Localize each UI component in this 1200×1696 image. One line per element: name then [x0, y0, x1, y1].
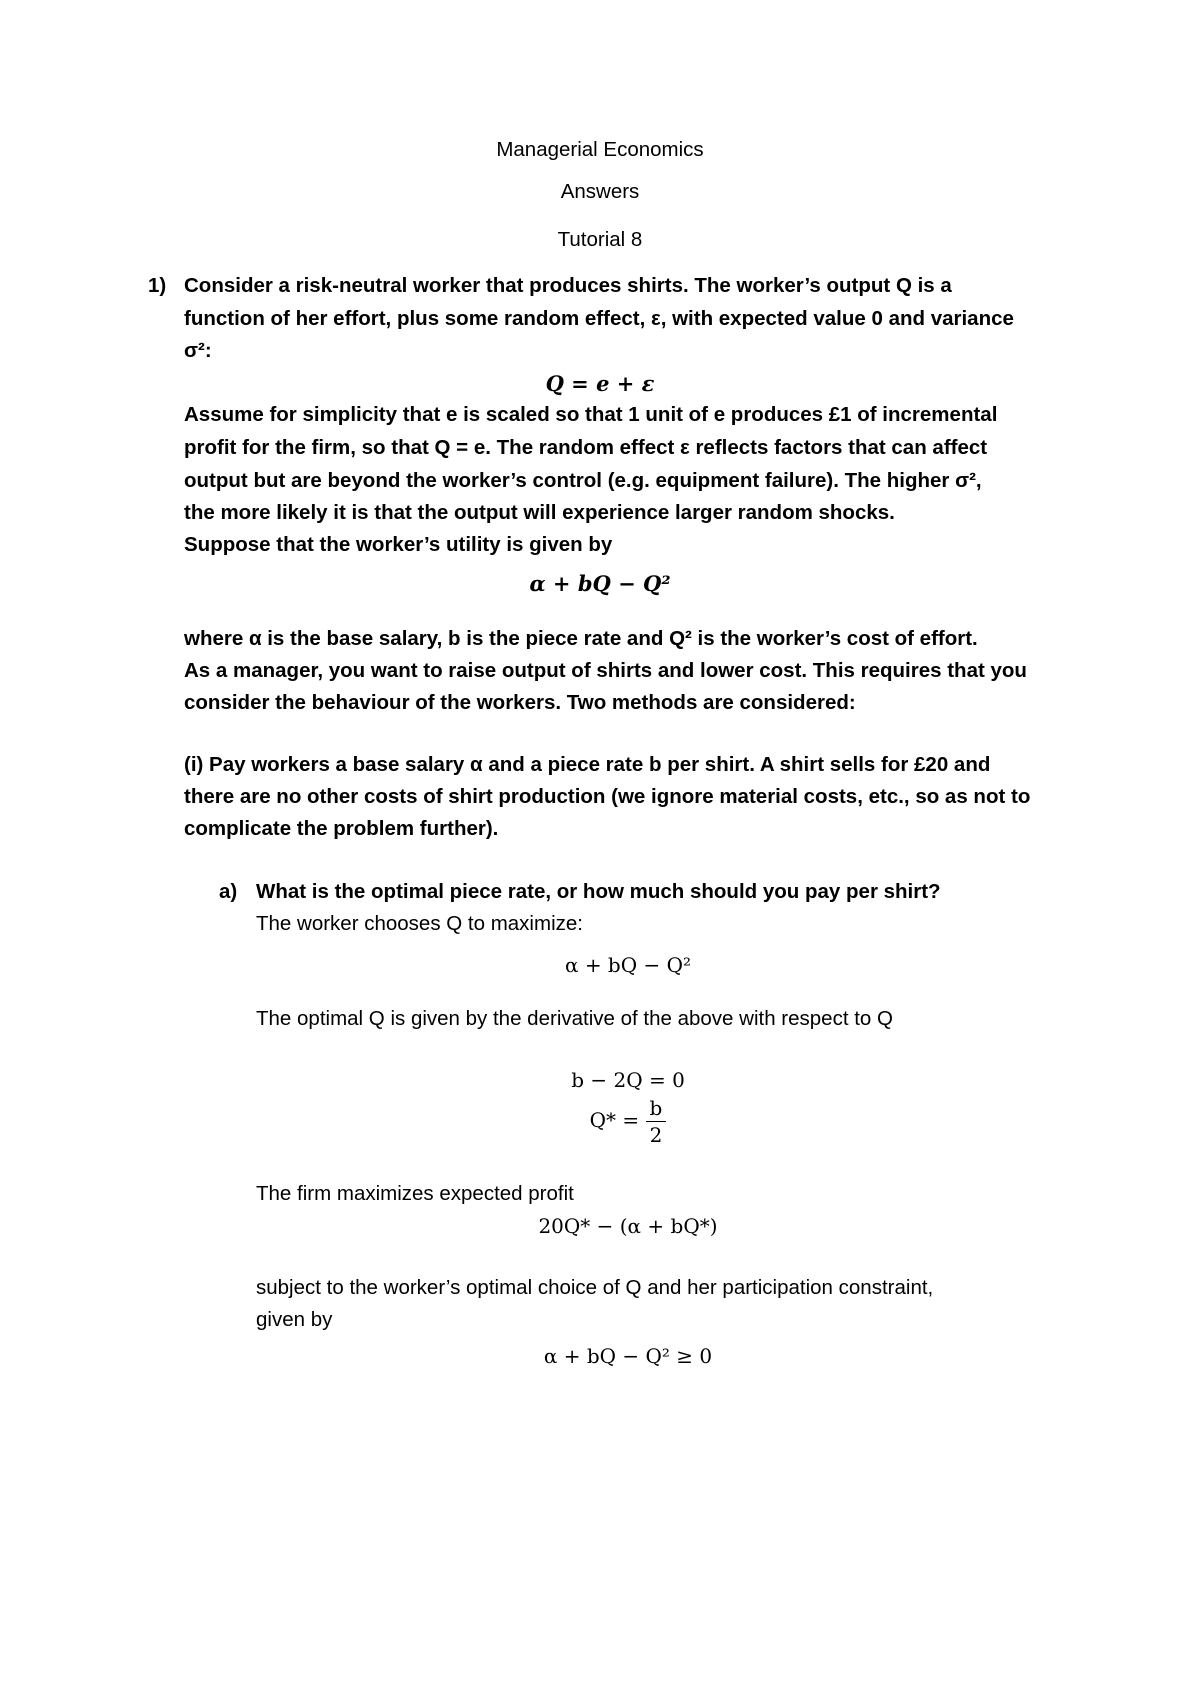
optimal-q-text: The optimal Q is given by the derivative of the above with respect to Q — [256, 1007, 893, 1030]
method-line: there are no other costs of shirt production (we ignore material costs, etc., so as not to — [184, 785, 1031, 808]
method-line: complicate the problem further). — [184, 817, 499, 840]
utility-equation: α + bQ − Q² — [529, 571, 671, 596]
part-a-label: a) — [219, 880, 238, 903]
answer-line: The worker chooses Q to maximize: — [256, 912, 583, 935]
participation-constraint-equation: α + bQ − Q² ≥ 0 — [543, 1344, 713, 1368]
tutorial-number: Tutorial 8 — [557, 228, 643, 251]
manager-line: consider the behaviour of the workers. Two methods are considered: — [184, 691, 856, 714]
method-line: (i) Pay workers a base salary α and a piece rate b per shirt. A shirt sells for £20 and — [184, 753, 991, 776]
question-1-intro-line: function of her effort, plus some random effect, ε, with expected value 0 and variance — [184, 307, 1014, 330]
profit-equation: 20Q* − (α + bQ*) — [538, 1214, 718, 1238]
document-type: Answers — [560, 180, 640, 203]
fraction-numerator: b — [646, 1098, 667, 1122]
assumption-line: profit for the firm, so that Q = e. The random effect ε reflects factors that can affect — [184, 436, 988, 459]
assumption-line: output but are beyond the worker’s control (e.g. equipment failure). The higher σ², — [184, 469, 982, 492]
fraction — [646, 1098, 667, 1145]
first-order-condition: b − 2Q = 0 — [571, 1068, 685, 1092]
constraint-text: subject to the worker’s optimal choice of Q and her participation constraint, — [256, 1276, 934, 1299]
output-equation: Q = e + ε — [545, 371, 655, 396]
constraint-text: given by — [256, 1308, 333, 1331]
assumption-line: the more likely it is that the output will experience larger random shocks. — [184, 501, 895, 524]
maximization-equation: α + bQ − Q² — [564, 953, 692, 977]
optimal-q-equation — [0, 1098, 1200, 1145]
manager-line: As a manager, you want to raise output of shirts and lower cost. This requires that you — [184, 659, 1027, 682]
firm-objective-text: The firm maximizes expected profit — [256, 1182, 574, 1205]
assumption-line: Assume for simplicity that e is scaled so that 1 unit of e produces £1 of incremental — [184, 403, 998, 426]
utility-definition-line: where α is the base salary, b is the piece rate and Q² is the worker’s cost of effort. — [184, 627, 978, 650]
part-a-question: What is the optimal piece rate, or how much should you pay per shirt? — [256, 880, 941, 903]
question-1-number: 1) — [148, 274, 167, 297]
optimal-q-lhs: Q* = — [589, 1108, 640, 1132]
question-1-intro-line: Consider a risk-neutral worker that produces shirts. The worker’s output Q is a — [184, 274, 952, 297]
fraction-denominator: 2 — [649, 1123, 663, 1147]
utility-intro: Suppose that the worker’s utility is given by — [184, 533, 613, 556]
course-title: Managerial Economics — [496, 138, 704, 161]
question-1-intro-line: σ²: — [184, 339, 212, 362]
